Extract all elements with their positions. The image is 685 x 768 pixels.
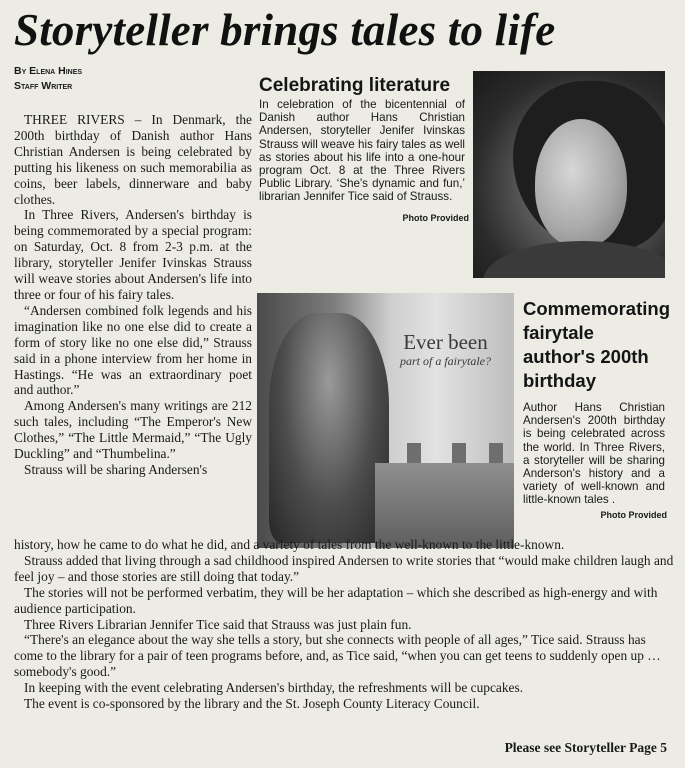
article-paragraph: “There's an elegance about the way she tells a story, but she connects with people of all ages,” Tice said. Strauss has come to the library for a pair of teen programs before, and, as Tice said, “when you can get teens to suddenly open up … somebody's good.” [14,632,661,680]
byline-author: By Elena Hines [14,65,83,77]
headline: Storyteller brings tales to life [14,5,556,55]
photo-caption-commemorating [523,297,670,520]
article-paragraph: Strauss will be sharing Andersen's [24,461,208,477]
photo-credit: Photo Provided [402,212,469,223]
poster-tagline-line2: part of a fairytale? [400,354,491,368]
article-paragraph: Among Andersen's many writings are 212 such tales, including “The Emperor's New Clothes,” “The Little Mermaid,” “The Ugly Duckling” and “Thumbelina.” [14,398,252,462]
article-paragraph: In keeping with the event celebrating Andersen's birthday, the refreshments will be cupcakes. [24,680,524,696]
article-paragraph: “Andersen combined folk legends and his imagination like no one else did to create a form of story like no one else did,” Strauss said in a phone interview from her home in Hastings. “He was an extraordinary poet and author.” [14,302,252,398]
article-paragraph: In Three Rivers, Andersen's birthday is being commemorated by a special program: on Saturday, Oct. 8 from 2-3 p.m. at the library, storyteller Jenifer Ivinskas Strauss will weave stories about Andersen's life into three or four of his fairy tales. [14,207,252,302]
article-paragraph: Three Rivers Librarian Jennifer Tice said that Strauss was just plain fun. [24,616,412,632]
caption-body: In celebration of the bicentennial of Danish author Hans Christian Andersen, storyteller Jenifer Ivinskas Strauss will weave his fairy tales as well as stories about his life into a one-hour program Oct. 8 at the Three Rivers Public Library. ‘She's dynamic and fun,’ librarian Jennifer Tice said of Strauss. [259,98,465,204]
article-paragraph: history, how he came to do what he did, and a variety of tales from the well-known to the little-known. [14,537,565,552]
caption-body: Author Hans Christian Andersen's 200th birthday is being celebrated across the world. In Three Rivers, a storyteller will be sharing Anderson's history and a variety of well-known and little-known tales . [523,401,665,507]
caption-title: Commemorating fairytale author's 200th birthday [523,298,670,391]
photo-caption-celebrating [259,74,469,223]
castle-illustration [375,463,514,548]
article-column [14,112,252,478]
continued-on-link[interactable]: Please see Storyteller Page 5 [504,740,667,755]
article-paragraph: The event is co-sponsored by the library and the St. Joseph County Literacy Council. [24,696,480,712]
byline [14,64,82,94]
byline-role: Staff Writer [14,80,73,92]
poster-tagline [383,330,508,368]
storyteller-photo [473,71,665,278]
article-paragraph: THREE RIVERS – In Denmark, the 200th birthday of Danish author Hans Christian Andersen is being celebrated by putting his likeness on such memorabilia as coins, beer labels, dinnerware and baby clothes. [14,112,252,207]
photo-credit: Photo Provided [600,509,667,520]
article-paragraph: The stories will not be performed verbatim, they will be her adaptation – which she described as high-energy and with audience participation. [14,584,658,616]
caption-title: Celebrating literature [259,75,451,96]
poster-tagline-line1: Ever been [403,330,488,354]
andersen-portrait [269,313,389,543]
andersen-poster-photo [257,293,514,548]
article-wide-section [14,537,674,712]
article-paragraph: Strauss added that living through a sad childhood inspired Andersen to write stories that “would make children laugh and feel joy – and those stories are still doing that today.” [14,552,674,584]
